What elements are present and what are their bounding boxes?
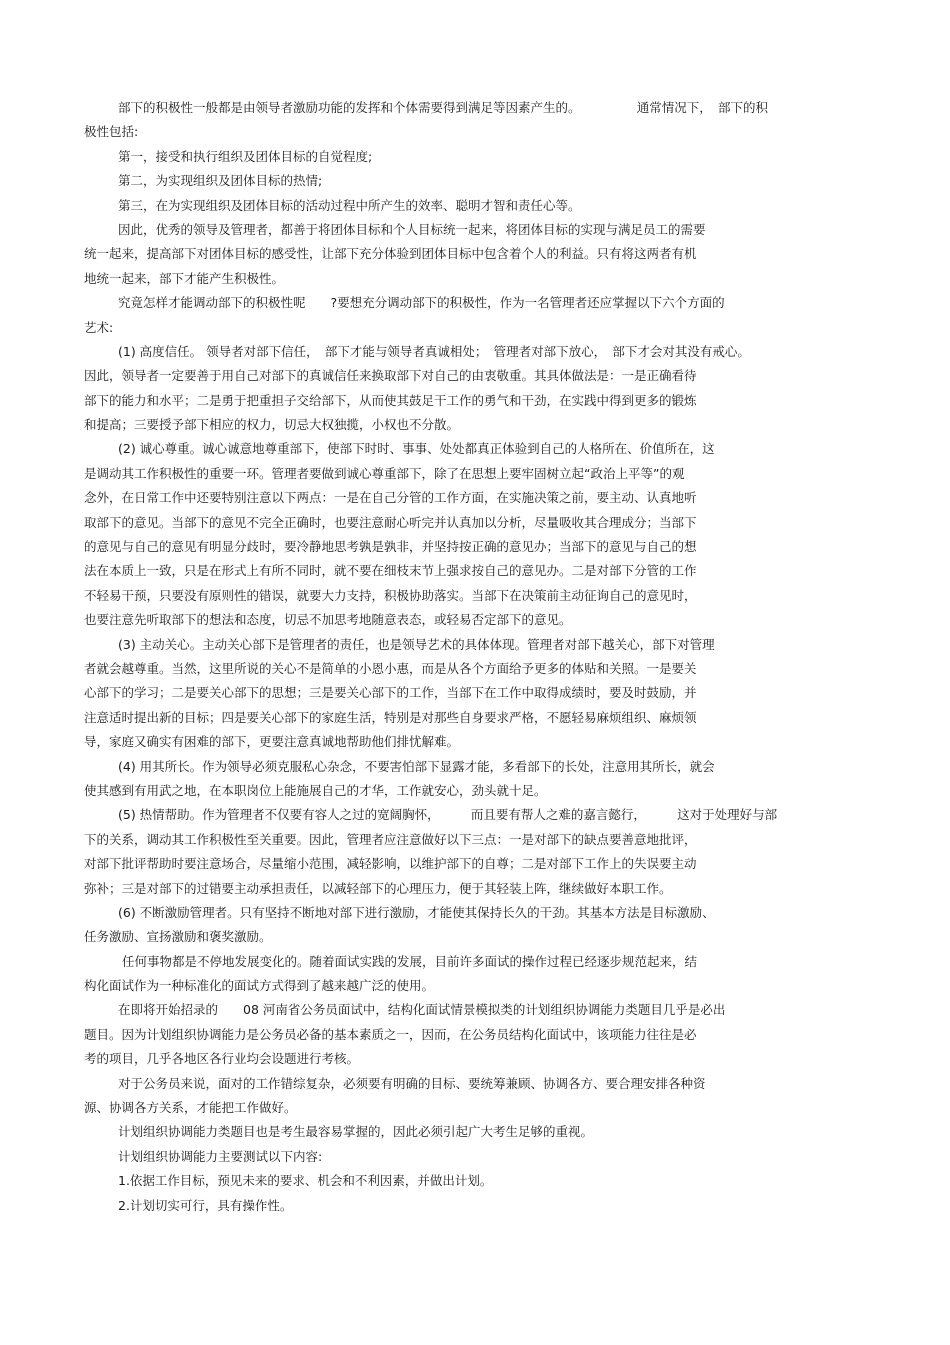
text-line: 也要注意先听取部下的想法和态度，切忌不加思考地随意表态，或轻易否定部下的意见。: [84, 612, 572, 628]
text-line: (3) 主动关心。主动关心部下是管理者的责任，也是领导艺术的具体体现。管理者对部下越关心，部下对管理: [118, 636, 715, 652]
text-line: 者就会越尊重。当然，这里所说的关心不是简单的小恩小惠，而是从各个方面给予更多的体贴和关照。一是要关: [84, 660, 697, 676]
text-line: 任务激励、宣扬激励和褒奖激励。: [84, 929, 272, 945]
text-line: 艺术:: [84, 319, 114, 335]
text-line: (4) 用其所长。作为领导必须克服私心杂念，不要害怕部下显露才能，多看部下的长处，注意用其所长，就会: [118, 758, 715, 774]
text-line: 法在本质上一致，只是在形式上有所不同时，就不要在细枝末节上强求按自己的意见办。二是对部下分管的工作: [84, 563, 697, 579]
text-line: (2) 诚心尊重。诚心诚意地尊重部下，使部下时时、事事、处处都真正体验到自己的人格所在、价值所在，这: [118, 441, 715, 457]
text-line: 任何事物都是不停地发展变化的。随着面试实践的发展，目前许多面试的操作过程已经逐步规范起来，结: [122, 953, 698, 969]
text-line: 注意适时提出新的目标；四是要关心部下的家庭生活，特别是对那些自身要求严格，不愿轻易麻烦组织、麻烦领: [84, 709, 697, 725]
text-line: 不轻易干预，只要没有原则性的错误，就要大力支持，积极协助落实。当部下在决策前主动征询自己的意见时，: [84, 587, 697, 603]
text-line: 极性包括:: [84, 124, 139, 140]
text-line: 下的关系，调动其工作积极性至关重要。因此，管理者应注意做好以下三点：一是对部下的缺点要善意地批评，: [84, 831, 697, 847]
text-line: 考的项目，几乎各地区各行业均会设题进行考核。: [84, 1051, 360, 1067]
text-line: 第一，接受和执行组织及团体目标的自觉程度;: [118, 148, 373, 164]
text-line: 是调动其工作积极性的重要一环。管理者要做到诚心尊重部下，除了在思想上要牢固树立起“政治上平等”的观: [84, 465, 685, 481]
text-line: 弥补；三是对部下的过错要主动承担责任，以减轻部下的心理压力，便于其轻装上阵，继续做好本职工作。: [84, 880, 672, 896]
text-line: 因此，优秀的领导及管理者，都善于将团体目标和个人目标统一起来，将团体目标的实现与满足员工的需要: [118, 221, 706, 237]
text-line: 统一起来，提高部下对团体目标的感受性，让部下充分体验到团体目标中包含着个人的利益。只有将这两者有机: [84, 246, 697, 262]
text-line: 和提高；三要授予部下相应的权力，切忌大权独揽，小权也不分散。: [84, 417, 460, 433]
text-line: 使其感到有用武之地，在本职岗位上能施展自己的才华，工作就安心，劲头就十足。: [84, 782, 547, 798]
text-line: 源、协调各方关系，才能把工作做好。: [84, 1100, 297, 1116]
text-line: 部下的积极性一般都是由领导者激励功能的发挥和个体需要得到满足等因素产生的。 通常情况下， 部下的积: [118, 100, 769, 115]
text-line: 因此，领导者一定要善于用自己对部下的真诚信任来换取部下对自己的由衷敬重。其具体做法是：一是正确看待: [84, 368, 697, 384]
text-line: 2.计划切实可行，具有操作性。: [118, 1197, 293, 1213]
text-line: 对部下批评帮助时要注意场合，尽量缩小范围，减轻影响，以维护部下的自尊；二是对部下工作上的失误要主动: [84, 856, 697, 872]
text-line: 的意见与自己的意见有明显分歧时，要冷静地思考孰是孰非，并坚持按正确的意见办；当部下的意见与自己的想: [84, 539, 697, 555]
document-body: [84, 96, 864, 1218]
text-line: 取部下的意见。当部下的意见不完全正确时，也要注意耐心听完并认真加以分析，尽量吸收其合理成分；当部下: [84, 514, 697, 530]
text-line: 1.依据工作目标，预见未来的要求、机会和不利因素，并做出计划。: [118, 1173, 493, 1189]
text-line: 第二，为实现组织及团体目标的热情;: [118, 173, 323, 189]
text-line: (6) 不断激励管理者。只有坚持不断地对部下进行激励，才能使其保持长久的干劲。其基本方法是目标激励、: [118, 904, 715, 920]
text-line: 构化面试作为一种标准化的面试方式得到了越来越广泛的使用。: [84, 978, 435, 994]
text-line: 地统一起来，部下才能产生积极性。: [84, 270, 285, 286]
text-line: 心部下的学习；二是要关心部下的思想；三是要关心部下的工作，当部下在工作中取得成绩时，要及时鼓励，并: [84, 685, 697, 701]
text-line: 部下的能力和水平；二是勇于把重担子交给部下，从而使其鼓足干工作的勇气和干劲，在实践中得到更多的锻炼: [84, 392, 697, 408]
text-line: 对于公务员来说，面对的工作错综复杂，必须要有明确的目标、要统筹兼顾、协调各方、要合理安排各种资: [118, 1075, 706, 1091]
text-line: 计划组织协调能力类题目也是考生最容易掌握的，因此必须引起广大考生足够的重视。: [118, 1124, 594, 1140]
text-line: 第三，在为实现组织及团体目标的活动过程中所产生的效率、聪明才智和责任心等。: [118, 197, 581, 213]
text-line: (1) 高度信任。 领导者对部下信任， 部下才能与领导者真诚相处； 管理者对部下放心， 部下才会对其没有戒心。: [118, 343, 750, 359]
text-line: 念外，在日常工作中还要特别注意以下两点：一是在自己分管的工作方面，在实施决策之前，要主动、认真地听: [84, 490, 697, 506]
text-line: 导，家庭又确实有困难的部下，更要注意真诚地帮助他们排忧解难。: [84, 734, 460, 750]
text-line: (5) 热情帮助。作为管理者不仅要有容人之过的宽阔胸怀， 而且要有帮人之难的嘉言懿行， 这对于处理好与部: [118, 807, 778, 823]
text-line: 计划组织协调能力主要测试以下内容:: [118, 1148, 323, 1164]
text-line: 究竟怎样才能调动部下的积极性呢 ?要想充分调动部下的积极性，作为一名管理者还应掌握以下六个方面的: [118, 295, 725, 311]
text-line: 题目。因为计划组织协调能力是公务员必备的基本素质之一，因而，在公务员结构化面试中，该项能力往往是必: [84, 1026, 697, 1042]
text-line: 在即将开始招录的 08 河南省公务员面试中，结构化面试情景模拟类的计划组织协调能力类题目几乎是必出: [118, 1002, 726, 1018]
